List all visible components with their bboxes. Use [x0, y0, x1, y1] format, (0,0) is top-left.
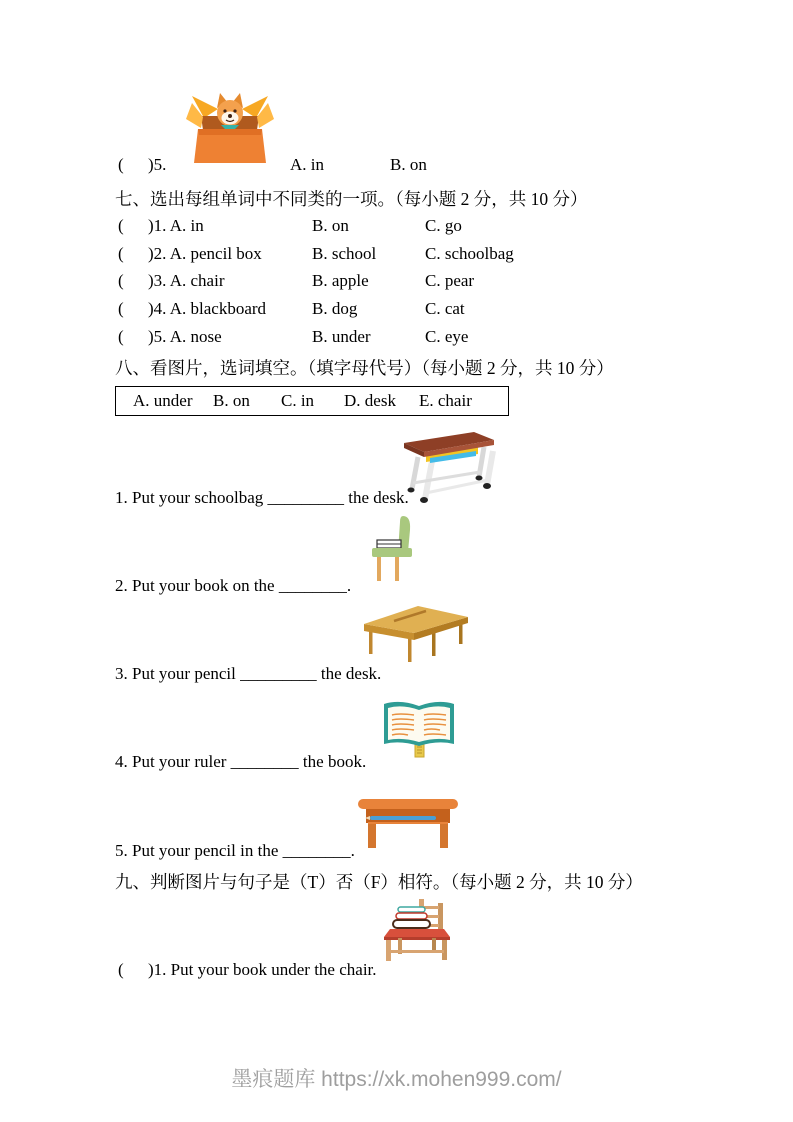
- word-bank-box: [115, 386, 509, 416]
- section-seven-row-5: [115, 327, 695, 351]
- option-c: C. go: [425, 216, 462, 235]
- word-bank-item: E. chair: [419, 391, 472, 410]
- option-a: )3. A. chair: [148, 271, 225, 290]
- option-a: )2. A. pencil box: [148, 244, 262, 263]
- orange-table-icon: [356, 790, 460, 850]
- wooden-desk-illustration: [362, 602, 470, 664]
- answer-blank-paren: (: [118, 327, 124, 346]
- option-a: )5. A. nose: [148, 327, 222, 346]
- option-c: C. eye: [425, 327, 469, 346]
- option-a: )1. A. in: [148, 216, 204, 235]
- option-c: C. pear: [425, 271, 475, 290]
- word-bank-item: D. desk: [344, 391, 396, 410]
- puppy-in-box-illustration: [185, 88, 275, 165]
- section-seven-title: 七、选出每组单词中不同类的一项。（每小题 2 分，共 10 分）: [115, 189, 588, 209]
- option-b: B. dog: [312, 299, 358, 318]
- option-c: C. cat: [425, 299, 465, 318]
- option-a: )4. A. blackboard: [148, 299, 267, 318]
- orange-table-illustration: [356, 790, 460, 850]
- word-bank-item: A. under: [133, 391, 193, 410]
- green-chair-illustration: [370, 514, 432, 582]
- option-b: B. on: [390, 155, 427, 174]
- section-seven-row-1: [115, 216, 695, 240]
- section-nine-title: 九、判断图片与句子是（T）否（F）相符。（每小题 2 分，共 10 分）: [115, 872, 643, 892]
- section-eight-title: 八、看图片，选词填空。（填字母代号）（每小题 2 分，共 10 分）: [115, 358, 614, 378]
- answer-blank-paren: (: [118, 271, 124, 290]
- option-b: B. school: [312, 244, 377, 263]
- wooden-desk-icon: [362, 602, 470, 664]
- green-chair-icon: [370, 514, 432, 582]
- question-row-item5: [115, 155, 695, 179]
- fill-blank-question-3: 3. Put your pencil _________ the desk.: [115, 664, 382, 683]
- option-b: B. apple: [312, 271, 369, 290]
- open-book-icon: [382, 696, 456, 760]
- chair-with-books-icon: [376, 898, 460, 962]
- word-bank-item: B. on: [213, 391, 250, 410]
- footer-watermark: 墨痕题库 https://xk.mohen999.com/: [231, 1068, 562, 1091]
- option-b: B. on: [312, 216, 349, 235]
- option-b: B. under: [312, 327, 371, 346]
- option-c: C. schoolbag: [425, 244, 514, 263]
- answer-blank-paren: (: [118, 244, 124, 263]
- fill-blank-question-5: 5. Put your pencil in the ________.: [115, 841, 355, 860]
- answer-blank-paren: (: [118, 155, 124, 174]
- question-number: )5.: [148, 155, 167, 174]
- fill-blank-question-1: 1. Put your schoolbag _________ the desk.: [115, 488, 409, 507]
- section-seven-row-2: [115, 244, 695, 268]
- fill-blank-question-2: 2. Put your book on the ________.: [115, 576, 352, 595]
- answer-blank-paren: (: [118, 960, 124, 979]
- chair-with-books-illustration: [376, 898, 460, 962]
- puppy-in-box-icon: [185, 88, 275, 165]
- section-seven-row-3: [115, 271, 695, 295]
- fill-blank-question-4: 4. Put your ruler ________ the book.: [115, 752, 367, 771]
- answer-blank-paren: (: [118, 299, 124, 318]
- open-book-illustration: [382, 696, 456, 760]
- true-false-question-text: )1. Put your book under the chair.: [148, 960, 377, 979]
- section-seven-row-4: [115, 299, 695, 323]
- answer-blank-paren: (: [118, 216, 124, 235]
- option-a: A. in: [290, 155, 324, 174]
- word-bank-item: C. in: [281, 391, 315, 410]
